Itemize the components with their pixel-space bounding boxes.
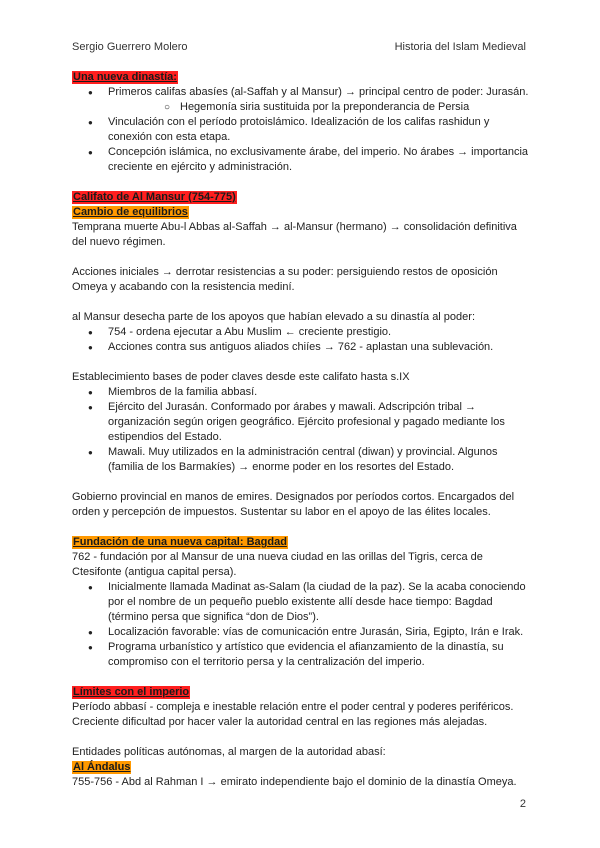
paragraph: 762 - fundación por al Mansur de una nueva ciudad en las orillas del Tigris, cerca de Ctesifonte (antigua capital persa). <box>72 551 483 578</box>
paragraph: Temprana muerte Abu-l Abbas al-Saffah → al-Mansur (hermano) → consolidación definitiva del nuevo régimen. <box>72 221 517 248</box>
paragraph: Entidades políticas autónomas, al margen de la autoridad abasí: <box>72 746 386 758</box>
list-item: ● Miembros de la familia abbasí. <box>72 385 530 400</box>
list-item: ● Acciones contra sus antiguos aliados chiíes → 762 - aplastan una sublevación. <box>72 340 530 355</box>
section-title-limites: Límites con el imperio <box>73 686 190 698</box>
subsection-title-al-andalus: Al Ándalus <box>73 761 131 773</box>
section-title-nueva-dinastia: Una nueva dinastía: <box>73 71 177 83</box>
page-number: 2 <box>519 798 526 810</box>
document-body <box>72 70 530 790</box>
bullet-list <box>72 385 530 475</box>
bullet-list <box>72 85 530 175</box>
header-course: Historia del Islam Medieval <box>394 41 526 53</box>
list-item: ● Primeros califas abasíes (al-Saffah y al Mansur) → principal centro de poder: Jurasán. ○ Hegemonía siria sustituida por la preponderancia de Persia <box>72 85 530 115</box>
paragraph: Período abbasí - compleja e inestable relación entre el poder central y poderes periféricos. Creciente dificultad por hacer valer la autoridad central en las regiones más alejadas. <box>72 701 514 728</box>
bullet-list <box>72 325 530 355</box>
header-author: Sergio Guerrero Molero <box>72 41 188 53</box>
list-item: ● Localización favorable: vías de comunicación entre Jurasán, Siria, Egipto, Irán e Irak. <box>72 625 530 640</box>
list-item: ● Programa urbanístico y artístico que evidencia el afianzamiento de la dinastía, su compromiso con el territorio persa y la centralización del imperio. <box>72 640 530 670</box>
list-item: ● 754 - ordena ejecutar a Abu Muslim ← creciente prestigio. <box>72 325 530 340</box>
paragraph: Gobierno provincial en manos de emires. Designados por períodos cortos. Encargados del orden y percepción de impuestos. Sustentar su labor en el apoyo de las élites locales. <box>72 491 515 518</box>
section-title-al-mansur: Califato de Al Mansur (754-775) <box>73 191 236 203</box>
list-item: ● Inicialmente llamada Madinat as-Salam (la ciudad de la paz). Se la acaba conociendo por el nombre de un pequeño pueblo existente allí desde hace tiempo: Bagdad (término persa que significa “don de Dios”). <box>72 580 530 625</box>
list-item: ● Ejército del Jurasán. Conformado por árabes y mawali. Adscripción tribal → organización según origen geográfico. Ejército profesional y pagado mediante los estipendios del Estado. <box>72 400 530 445</box>
paragraph: al Mansur desecha parte de los apoyos que habían elevado a su dinastía al poder: <box>72 311 475 323</box>
paragraph: Establecimiento bases de poder claves desde este califato hasta s.IX <box>72 371 410 383</box>
list-item: ● Concepción islámica, no exclusivamente árabe, del imperio. No árabes → importancia creciente en ejército y administración. <box>72 145 530 175</box>
paragraph: 755-756 - Abd al Rahman I → emirato independiente bajo el dominio de la dinastía Omeya. <box>72 776 517 788</box>
bullet-list <box>72 580 530 670</box>
paragraph: Acciones iniciales → derrotar resistencias a su poder: persiguiendo restos de oposición Omeya y acabando con la resistencia mediní. <box>72 266 498 293</box>
list-item: ● Mawali. Muy utilizados en la administración central (diwan) y provincial. Algunos (familia de los Barmakíes) → enorme poder en los resortes del Estado. <box>72 445 530 475</box>
list-item: ● Vinculación con el período protoislámico. Idealización de los califas rashidun y conexión con esta etapa. <box>72 115 530 145</box>
sub-list-item: ○ Hegemonía siria sustituida por la preponderancia de Persia <box>108 100 530 115</box>
subsection-title-equilibrios: Cambio de equilibrios <box>73 206 188 218</box>
section-title-bagdad: Fundación de una nueva capital: Bagdad <box>73 536 287 548</box>
